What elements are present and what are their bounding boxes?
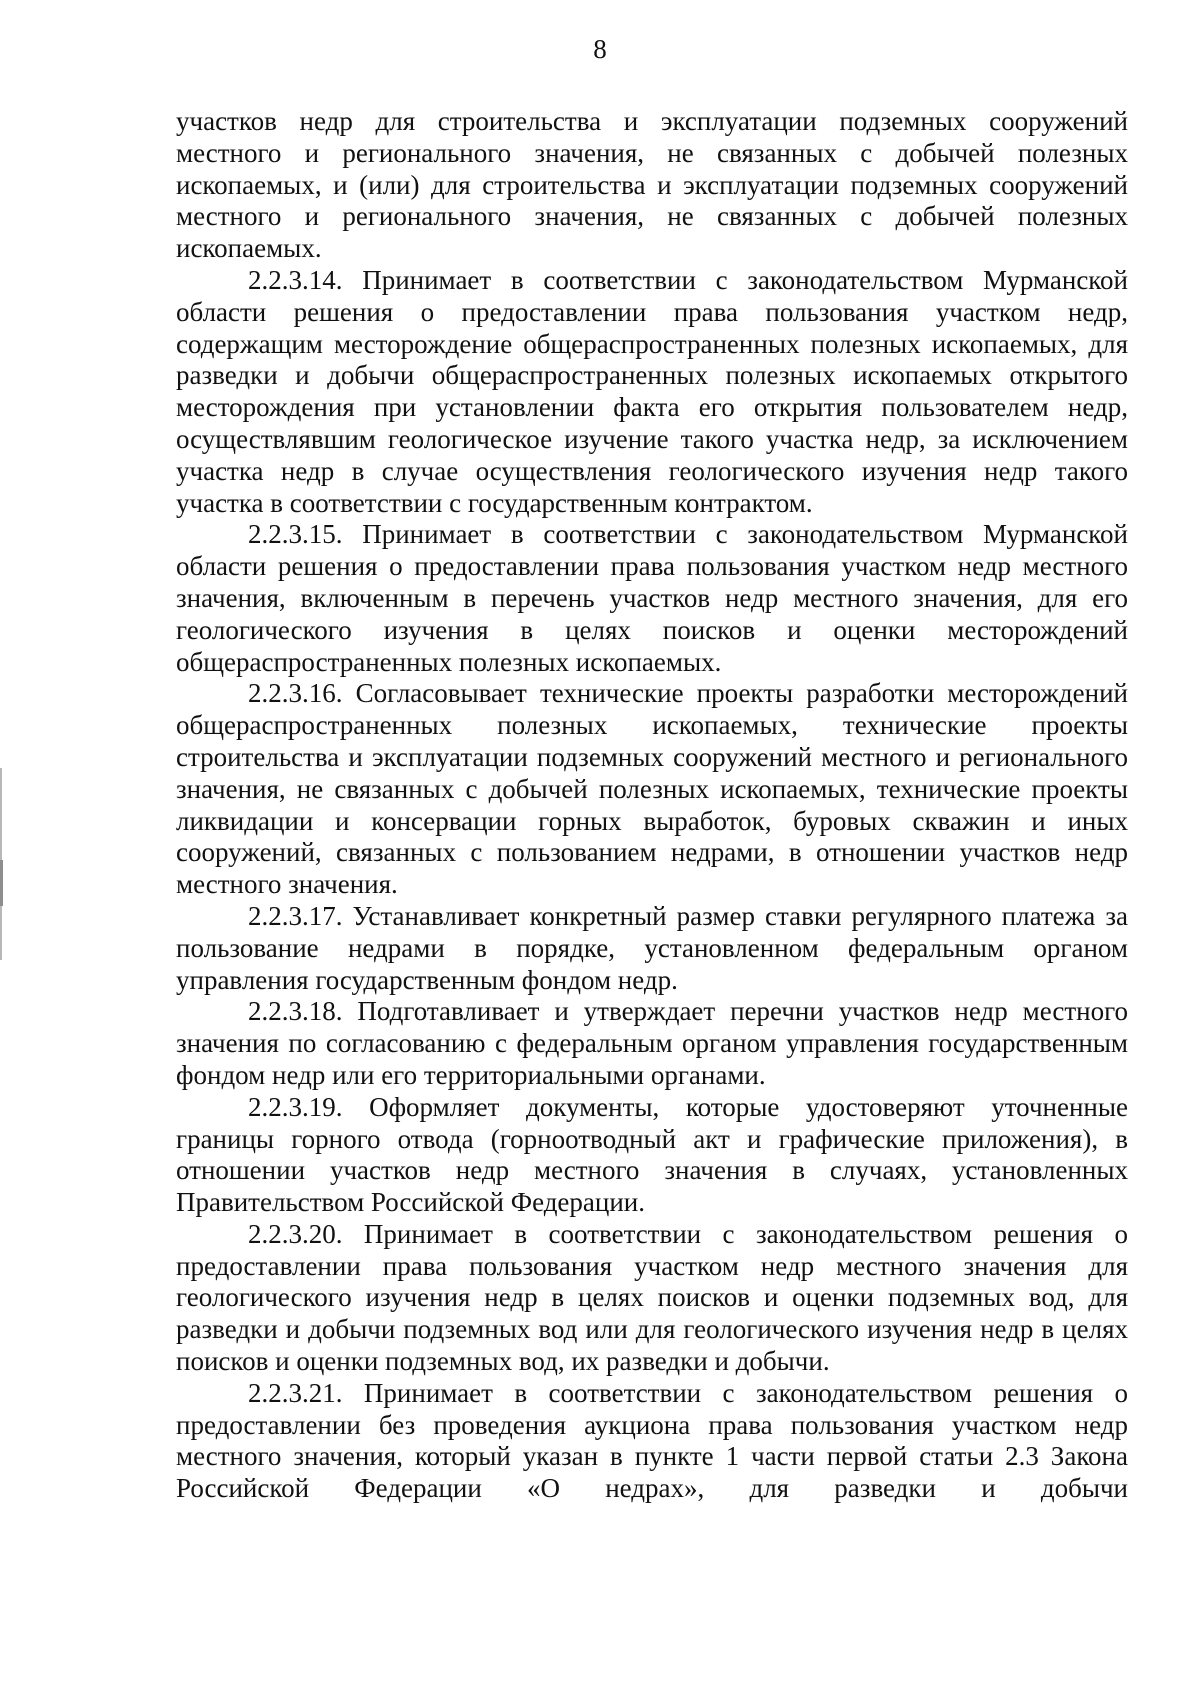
page-number: 8 [593, 34, 607, 64]
paragraph-2-2-3-21: 2.2.3.21. Принимает в соответствии с законодательством решения о предоставлении без проведения аукциона права пользования участком недр местного значения, который указан в пункте 1 части первой статьи 2.3 Закона Российской Федерации «О недрах», для разведки и добычи [176, 1377, 1128, 1504]
paragraph-2-2-3-18: 2.2.3.18. Подготавливает и утверждает перечни участков недр местного значения по согласованию с федеральным органом управления государственным фондом недр или его территориальными органами. [176, 996, 1128, 1090]
paragraph-continuation: участков недр для строительства и эксплуатации подземных сооружений местного и регионального значения, не связанных с добычей полезных ископаемых, и (или) для строительства и эксплуатации подземных сооружений местного и регионального значения, не связанных с добычей полезных ископаемых. [176, 106, 1128, 264]
paragraph-2-2-3-20: 2.2.3.20. Принимает в соответствии с законодательством решения о предоставлении права пользования участком недр местного значения для геологического изучения недр в целях поисков и оценки подземных вод, для разведки и добычи подземных вод или для геологического изучения недр в целях поисков и оценки подземных вод, их разведки и добычи. [176, 1218, 1128, 1377]
left-edge-scan-mark-dark [0, 860, 3, 906]
document-body [176, 106, 1128, 1505]
paragraph-2-2-3-17: 2.2.3.17. Устанавливает конкретный размер ставки регулярного платежа за пользование недрами в порядке, установленном федеральным органом управления государственным фондом недр. [176, 900, 1128, 995]
paragraph-2-2-3-19: 2.2.3.19. Оформляет документы, которые удостоверяют уточненные границы горного отвода (горноотводный акт и графические приложения), в отношении участков недр местного значения в случаях, установленных Правительством Российской Федерации. [176, 1091, 1128, 1218]
paragraph-2-2-3-14: 2.2.3.14. Принимает в соответствии с законодательством Мурманской области решения о предоставлении права пользования участком недр, содержащим месторождение общераспространенных полезных ископаемых, для разведки и добычи общераспространенных полезных ископаемых открытого месторождения при установлении факта его открытия пользователем недр, осуществлявшим геологическое изучение такого участка недр, за исключением участка недр в случае осуществления геологического изучения недр такого участка в соответствии с государственным контрактом. [176, 264, 1128, 518]
paragraph-2-2-3-15: 2.2.3.15. Принимает в соответствии с законодательством Мурманской области решения о предоставлении права пользования участком недр местного значения, включенным в перечень участков недр местного значения, для его геологического изучения в целях поисков и оценки месторождений общераспространенных полезных ископаемых. [176, 519, 1128, 677]
paragraph-2-2-3-16: 2.2.3.16. Согласовывает технические проекты разработки месторождений общераспространенных полезных ископаемых, технические проекты строительства и эксплуатации подземных сооружений местного и регионального значения, не связанных с добычей полезных ископаемых, технические проекты ликвидации и консервации горных выработок, буровых скважин и иных сооружений, связанных с пользованием недрами, в отношении участков недр местного значения. [176, 678, 1128, 900]
